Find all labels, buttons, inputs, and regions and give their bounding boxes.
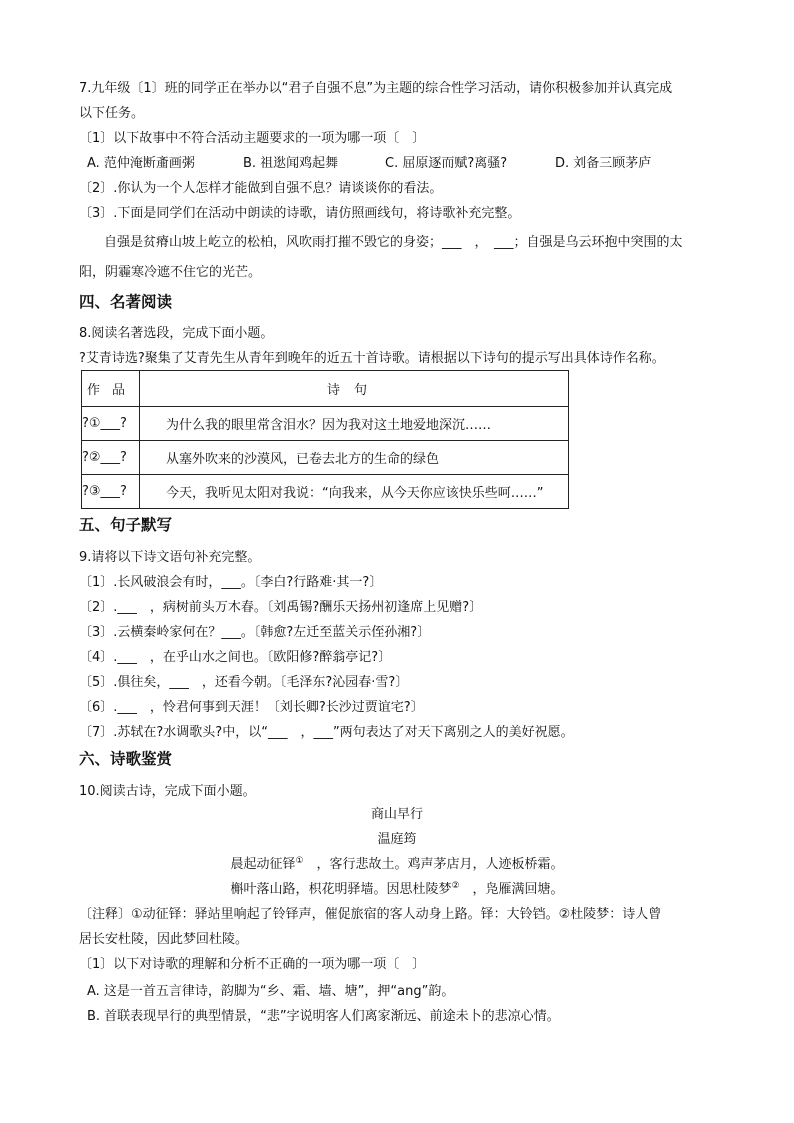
q7-option-c: C. 屈原逐而赋?离骚? (385, 156, 508, 171)
q9-item-7: 〔7〕.苏轼在?水调歌头?中，以“___ ，___”两句表达了对天下离别之人的美好祝愿。 (79, 725, 574, 740)
q7-subquestion-1: 〔1〕以下故事中不符合活动主题要求的一项为哪一项〔 〕 (79, 131, 426, 146)
q9-item-3: 〔3〕.云横秦岭家何在？___。〔韩愈?左迁至蓝关示侄孙湘?〕 (79, 625, 431, 640)
q8-text-line1: 8.阅读名著选段，完成下面小题。 (79, 326, 274, 341)
q7-option-d: D. 刘备三顾茅庐 (555, 156, 652, 171)
work-blank-3: ?③___? (82, 475, 140, 509)
verse-1: 为什么我的眼里常含泪水？因为我对这土地爱地深沉…… (140, 407, 569, 441)
q7-poem-line2: 阳，阴霾寒冷遮不住它的光芒。 (79, 265, 262, 280)
verse1-part-a: 晨起动征铎 (230, 857, 296, 872)
q9-item-6: 〔6〕.___ ，怜君何事到天涯！〔刘长卿?长沙过贾谊宅?〕 (79, 700, 424, 715)
q9-text-line1: 9.请将以下诗文语句补充完整。 (79, 550, 261, 565)
q10-option-b: B. 首联表现早行的典型情景，“悲”字说明客人们离家渐远、前途未卜的悲凉心情。 (87, 1009, 560, 1024)
q7-text-line1: 7.九年级〔1〕班的同学正在举办以“君子自强不息”为主题的综合性学习活动，请你积极参加并认真完成 (79, 81, 673, 96)
verse-2: 从塞外吹来的沙漠风，已卷去北方的生命的绿色 (140, 441, 569, 475)
header-work: 作品 (82, 371, 140, 407)
q7-text-line2: 以下任务。 (79, 106, 145, 121)
q10-subquestion-1: 〔1〕以下对诗歌的理解和分析不正确的一项为哪一项〔 〕 (79, 957, 426, 972)
work-blank-1: ?①___? (82, 407, 140, 441)
verse2-part-b: ，凫雁满回塘。 (459, 882, 564, 897)
footnote-marker-2: ② (451, 881, 460, 891)
poem-verse-line2 (0, 881, 794, 899)
verse-3: 今天，我听见太阳对我说：“向我来，从今天你应该快乐些呵……” (140, 475, 569, 509)
poem-verse-line1 (0, 856, 794, 874)
annotation-line2: 居长安杜陵，因此梦回杜陵。 (79, 932, 249, 947)
work-blank-2: ?②___? (82, 441, 140, 475)
q7-option-a: A. 范仲淹断齑画粥 (87, 156, 195, 171)
q9-item-5: 〔5〕.俱往矣，___ ，还看今朝。〔毛泽东?沁园春·雪?〕 (79, 675, 409, 690)
section-6-heading: 六、诗歌鉴赏 (79, 750, 173, 768)
q7-poem-line1: 自强是贫瘠山坡上屹立的松柏，风吹雨打摧不毁它的身姿；___ ， ___；自强是乌云环抱中突围的太 (104, 235, 683, 250)
q7-subquestion-2: 〔2〕.你认为一个人怎样才能做到自强不息？请谈谈你的看法。 (79, 181, 443, 196)
annotation-line1: 〔注释〕①动征铎：驿站里响起了铃铎声，催促旅宿的客人动身上路。铎：大铃铛。②杜陵梦：诗人曾 (79, 907, 662, 922)
q7-option-b: B. 祖逖闻鸡起舞 (243, 156, 339, 171)
table-row (82, 441, 569, 475)
poem-title: 商山早行 (370, 807, 423, 822)
footnote-marker-1: ① (295, 856, 304, 866)
poem-author: 温庭筠 (377, 832, 417, 847)
header-verse: 诗句 (140, 371, 569, 407)
table-row (82, 475, 569, 509)
section-4-heading: 四、名著阅读 (79, 293, 173, 311)
verse1-part-b: ，客行悲故土。鸡声茅店月，人迹板桥霜。 (303, 857, 564, 872)
table-header-row (82, 371, 569, 407)
verse2-part-a: 槲叶落山路，枳花明驿墙。因思杜陵梦 (230, 882, 452, 897)
q9-item-1: 〔1〕.长风破浪会有时，___。〔李白?行路难·其一?〕 (79, 575, 383, 590)
table-row (82, 407, 569, 441)
section-5-heading: 五、句子默写 (79, 516, 173, 534)
q9-item-4: 〔4〕.___ ，在乎山水之间也。〔欧阳修?醉翁亭记?〕 (79, 650, 392, 665)
q10-text-line1: 10.阅读古诗，完成下面小题。 (79, 784, 256, 799)
q9-item-2: 〔2〕.___ ，病树前头万木春。〔刘禹锡?酬乐天扬州初逢席上见赠?〕 (79, 600, 483, 615)
poem-works-table (81, 370, 569, 509)
q8-text-line2: ?艾青诗选?聚集了艾青先生从青年到晚年的近五十首诗歌。请根据以下诗句的提示写出具体诗作名称。 (79, 351, 665, 366)
q10-option-a: A. 这是一首五言律诗，韵脚为“乡、霜、墙、塘”，押“ang”韵。 (87, 984, 455, 999)
q7-subquestion-3: 〔3〕.下面是同学们在活动中朗读的诗歌，请仿照画线句，将诗歌补充完整。 (79, 206, 521, 221)
